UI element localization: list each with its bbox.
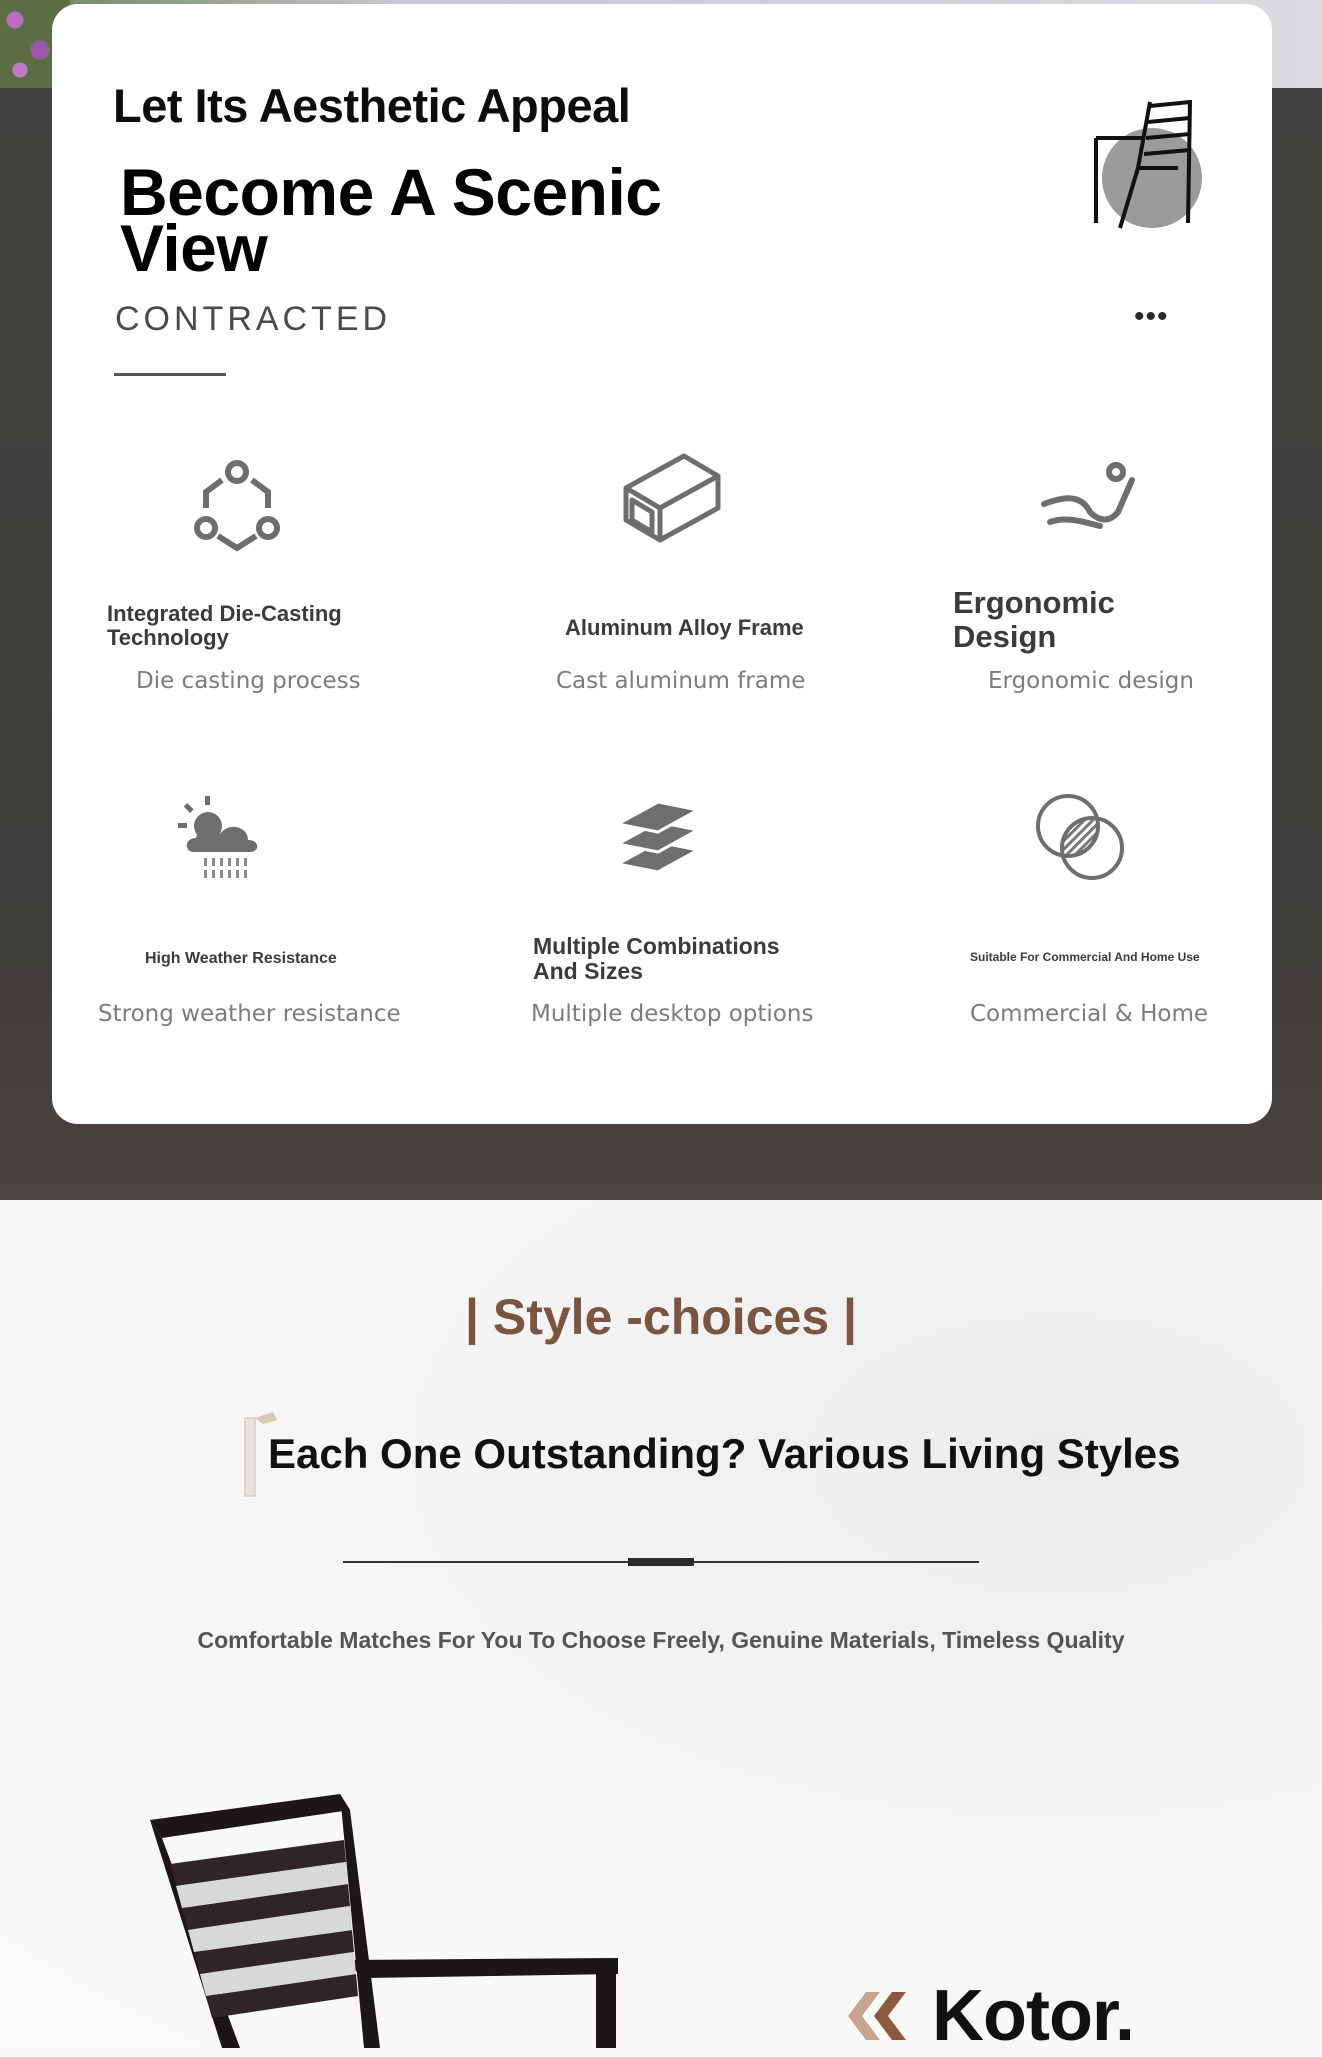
chair-icon [1090,98,1205,233]
recliner-icon [1040,462,1138,534]
feature-title: Suitable For Commercial And Home Use [970,950,1200,964]
feature-title: Integrated Die-Casting Technology [107,601,342,651]
product-name: Kotor. [932,1976,1134,2056]
feature-subtitle: Cast aluminum frame [556,668,806,694]
feature-title: Ergonomic Design [953,585,1115,655]
divider-accent [628,1558,694,1566]
venn-icon [1034,792,1128,886]
double-chevron-left-icon [836,1990,916,2042]
feature-subtitle: Strong weather resistance [98,1001,401,1027]
box-icon [622,452,722,546]
chair-photo [140,1780,640,2048]
feature-subtitle: Multiple desktop options [531,1001,814,1027]
feature-subtitle: Ergonomic design [988,668,1194,694]
title-underline [114,373,226,376]
section-heading: | Style -choices | [464,1289,858,1345]
feature-title: Aluminum Alloy Frame [565,615,804,640]
feature-subtitle: Die casting process [136,668,361,694]
layers-icon [612,798,704,888]
more-dots-icon[interactable]: ••• [1134,300,1169,333]
lead-title: Let Its Aesthetic Appeal [113,79,631,132]
feature-title: Multiple Combinations And Sizes [533,933,780,985]
feature-title: High Weather Resistance [145,950,337,967]
nodes-icon [192,458,282,552]
feature-subtitle: Commercial & Home [970,1001,1209,1027]
section-tagline: Comfortable Matches For You To Choose Freely, Genuine Materials, Timeless Quality [197,1627,1125,1653]
hero-title: Become A Scenic View [120,155,662,285]
weather-icon [174,792,274,892]
section-headline: Each One Outstanding? Various Living Styles [268,1430,1181,1477]
tag-label: CONTRACTED [115,300,392,338]
